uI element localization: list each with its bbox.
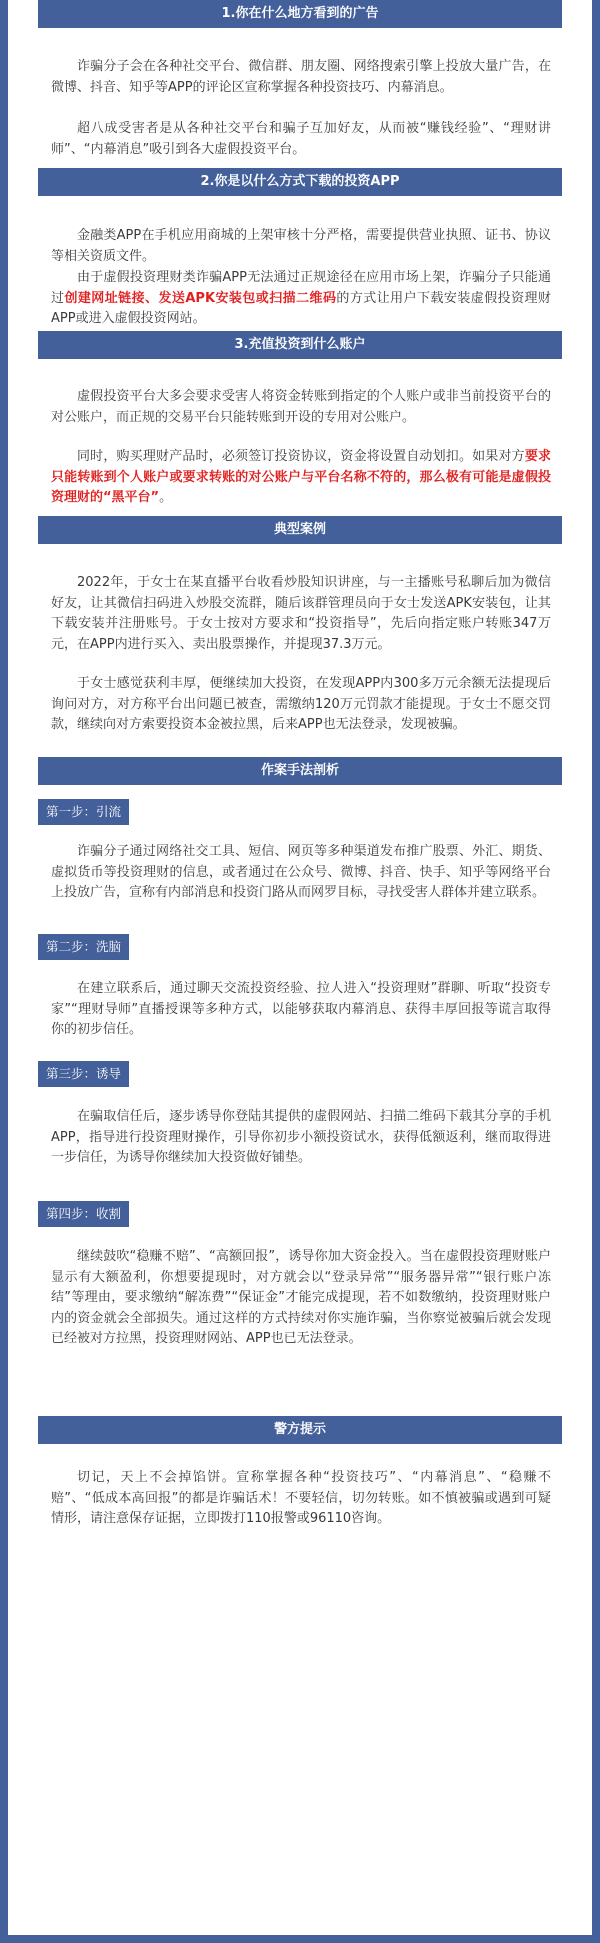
step-4-text: 继续鼓吹“稳赚不赔”、“高额回报”，诱导你加大资金投入。当在虚假投资理财账户显示有大额盈利，你想要提现时，对方就会以“登录异常”“服务器异常”“银行账户冻结”等理由，要求缴纳“解冻费”“保证金”才能完成提现，若不如数缴纳，投资理财账户内的资金就会全部损失。通过这样的方式持续对你实施诈骗，当你察觉被骗后就会发现已经被对方拉黑，投资理财网站、APP也已无法登录。 xyxy=(51,1249,551,1346)
section-3-paragraph-1: 虚假投资平台大多会要求受害人将资金转账到指定的个人账户或非当前投资平台的对公账户，而正规的交易平台只能转账到开设的专用对公账户。 xyxy=(51,389,551,425)
right-border xyxy=(592,0,600,1943)
step-1-text: 诈骗分子通过网络社交工具、短信、网页等多种渠道发布推广股票、外汇、期货、虚拟货币等投资理财的信息，或者通过在公众号、微博、抖音、快手、知乎等网络平台上投放广告，宣称有内部消息和投资门路从而网罗目标，寻找受害人群体并建立联系。 xyxy=(51,844,551,900)
section-1-paragraph-2: 超八成受害者是从各种社交平台和骗子互加好友，从而被“赚钱经验”、“理财讲师”、“内幕消息”吸引到各大虚假投资平台。 xyxy=(51,121,551,157)
section-2-text-a: 由于虚假投资理财类诈骗APP无法通过正规途径在应用市场上架，诈骗分子只能通过 xyxy=(51,270,551,306)
section-2-paragraph-1: 金融类APP在手机应用商城的上架审核十分严格，需要提供营业执照、证书、协议等相关资质文件。 xyxy=(51,228,551,264)
section-3-highlight: 要求只能转账到个人账户或要求转账的对公账户与平台名称不符的，那么极有可能是虚假投资理财的“黑平台” xyxy=(51,449,551,505)
case-heading: 典型案例 xyxy=(38,516,562,544)
method-heading: 作案手法剖析 xyxy=(38,757,562,785)
step-2-label: 第二步：洗脑 xyxy=(38,934,129,960)
warning-paragraph: 切记，天上不会掉馅饼。宣称掌握各种“投资技巧”、“内幕消息”、“稳赚不赔”、“低成本高回报”的都是诈骗话术！不要轻信，切勿转账。如不慎被骗或遇到可疑情形，请注意保存证据，立即拨打110报警或96110咨询。 xyxy=(51,1470,551,1526)
section-3-text-b: 。 xyxy=(159,490,173,505)
step-2-text: 在建立联系后，通过聊天交流投资经验、拉人进入“投资理财”群聊、听取“投资专家”“理财导师”直播授课等多种方式，以能够获取内幕消息、获得丰厚回报等谎言取得你的初步信任。 xyxy=(51,981,551,1037)
section-2-paragraph-2 xyxy=(51,268,551,330)
section-3-paragraph-2 xyxy=(51,447,551,509)
left-border xyxy=(0,0,8,1943)
case-paragraph-1: 2022年，于女士在某直播平台收看炒股知识讲座，与一主播账号私聊后加为微信好友，让其微信扫码进入炒股交流群，随后该群管理员向于女士发送APK安装包，让其下载安装并注册账号。于女士按对方要求和“投资指导”，先后向指定账户转账347万元，在APP内进行买入、卖出股票操作，并提现37.3万元。 xyxy=(51,575,551,652)
section-3-heading: 3.充值投资到什么账户 xyxy=(38,331,562,359)
section-1-heading: 1.你在什么地方看到的广告 xyxy=(38,0,562,28)
step-4-label: 第四步：收割 xyxy=(38,1201,129,1227)
section-3-text-a: 同时，购买理财产品时，必须签订投资协议，资金将设置自动划扣。如果对方 xyxy=(77,449,525,464)
warning-heading: 警方提示 xyxy=(38,1416,562,1444)
step-3-text: 在骗取信任后，逐步诱导你登陆其提供的虚假网站、扫描二维码下载其分享的手机APP，指导进行投资理财操作，引导你初步小额投资试水，获得低额返利，继而取得进一步信任，为诱导你继续加大投资做好铺垫。 xyxy=(51,1109,551,1165)
section-1-paragraph-1: 诈骗分子会在各种社交平台、微信群、朋友圈、网络搜索引擎上投放大量广告，在微博、抖音、知乎等APP的评论区宣称掌握各种投资技巧、内幕消息。 xyxy=(51,59,551,95)
section-2-heading: 2.你是以什么方式下载的投资APP xyxy=(38,168,562,196)
section-2-text-b: 的方式让用户下载安装虚假投资理财APP或进入虚假投资网站。 xyxy=(51,290,551,326)
case-paragraph-2: 于女士感觉获利丰厚，便继续加大投资，在发现APP内300多万元余额无法提现后询问对方，对方称平台出问题已被查，需缴纳120万元罚款才能提现。于女士不愿交罚款，继续向对方索要投资本金被拉黑，后来APP也无法登录，发现被骗。 xyxy=(51,676,551,732)
step-3-label: 第三步：诱导 xyxy=(38,1061,129,1087)
section-2-highlight: 创建网址链接、发送APK安装包或扫描二维码 xyxy=(64,290,337,306)
bottom-border xyxy=(0,1935,600,1943)
step-1-label: 第一步：引流 xyxy=(38,799,129,825)
